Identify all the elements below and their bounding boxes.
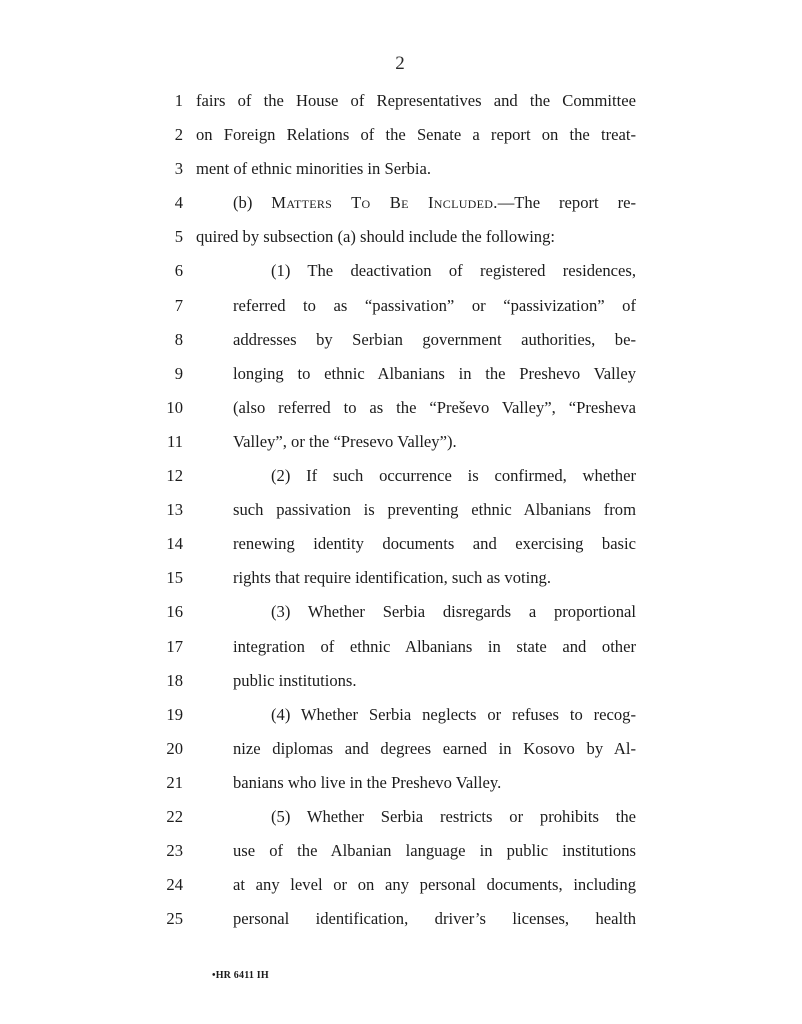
line-text: integration of ethnic Albanians in state and other bbox=[233, 636, 636, 656]
line-text: (5) Whether Serbia restricts or prohibits the bbox=[271, 806, 636, 826]
text-line bbox=[0, 118, 802, 152]
line-text: personal identification, driver’s licenses, health bbox=[233, 909, 636, 929]
line-number: 11 bbox=[167, 431, 183, 451]
line-number: 3 bbox=[174, 159, 183, 179]
text-line bbox=[0, 800, 802, 834]
text-line bbox=[0, 561, 802, 595]
text-line bbox=[0, 391, 802, 425]
text-line bbox=[0, 766, 802, 800]
line-text: renewing identity documents and exercising basic bbox=[233, 534, 636, 554]
line-text: on Foreign Relations of the Senate a report on the treat- bbox=[196, 125, 636, 145]
line-text: (4) Whether Serbia neglects or refuses to recog- bbox=[271, 704, 636, 724]
line-text: public institutions. bbox=[233, 670, 357, 690]
line-number: 8 bbox=[174, 329, 183, 349]
line-number: 24 bbox=[166, 875, 183, 895]
line-text: banians who live in the Preshevo Valley. bbox=[233, 772, 502, 792]
bill-text-body bbox=[0, 84, 802, 936]
bill-identifier-footer: •HR 6411 IH bbox=[212, 970, 269, 981]
line-text: (2) If such occurrence is confirmed, whether bbox=[271, 466, 636, 486]
line-number: 22 bbox=[166, 806, 183, 826]
line-text: at any level or on any personal documents, including bbox=[233, 875, 636, 895]
line-number: 23 bbox=[166, 841, 183, 861]
line-number: 20 bbox=[166, 738, 183, 758]
text-line bbox=[0, 459, 802, 493]
line-number: 4 bbox=[174, 193, 183, 213]
text-line bbox=[0, 698, 802, 732]
text-line bbox=[0, 186, 802, 220]
text-line bbox=[0, 732, 802, 766]
line-number: 21 bbox=[166, 772, 183, 792]
line-number: 6 bbox=[174, 261, 183, 281]
line-text: —The report re- bbox=[497, 193, 636, 213]
line-text: quired by subsection (a) should include the following: bbox=[196, 227, 556, 247]
line-text: ment of ethnic minorities in Serbia. bbox=[196, 159, 432, 179]
text-line bbox=[0, 289, 802, 323]
line-number: 9 bbox=[174, 363, 183, 383]
text-line bbox=[0, 664, 802, 698]
line-text: nize diplomas and degrees earned in Kosovo by Al- bbox=[233, 738, 636, 758]
line-text: addresses by Serbian government authorities, be- bbox=[233, 329, 636, 349]
line-number: 15 bbox=[166, 568, 183, 588]
text-line bbox=[0, 527, 802, 561]
line-text: (3) Whether Serbia disregards a proportional bbox=[271, 602, 636, 622]
text-line bbox=[0, 357, 802, 391]
line-text: (1) The deactivation of registered residences, bbox=[271, 261, 636, 281]
line-text: (also referred to as the “Preševo Valley”, “Presheva bbox=[233, 397, 636, 417]
text-line bbox=[0, 323, 802, 357]
text-line bbox=[0, 254, 802, 288]
subsection-heading: Matters To Be Included. bbox=[271, 193, 498, 213]
line-text: use of the Albanian language in public institutions bbox=[233, 841, 636, 861]
line-number: 25 bbox=[166, 909, 183, 929]
line-number: 14 bbox=[166, 534, 183, 554]
line-text: Valley”, or the “Presevo Valley”). bbox=[233, 431, 457, 451]
text-line bbox=[0, 868, 802, 902]
text-line bbox=[0, 425, 802, 459]
line-number: 5 bbox=[174, 227, 183, 247]
line-number: 16 bbox=[166, 602, 183, 622]
subsection-heading-line bbox=[233, 186, 636, 220]
text-line bbox=[0, 902, 802, 936]
line-number: 1 bbox=[174, 91, 183, 110]
line-text: such passivation is preventing ethnic Albanians from bbox=[233, 500, 636, 520]
page-number: 2 bbox=[395, 53, 405, 74]
line-text: referred to as “passivation” or “passivization” of bbox=[233, 295, 636, 315]
text-line bbox=[0, 630, 802, 664]
line-number: 17 bbox=[166, 636, 183, 656]
text-line bbox=[0, 152, 802, 186]
text-line bbox=[0, 493, 802, 527]
line-text: rights that require identification, such as voting. bbox=[233, 568, 551, 588]
line-number: 12 bbox=[166, 466, 183, 486]
line-number: 13 bbox=[166, 500, 183, 520]
line-number: 18 bbox=[166, 670, 183, 690]
text-line bbox=[0, 595, 802, 629]
line-number: 10 bbox=[166, 397, 183, 417]
text-line bbox=[0, 220, 802, 254]
line-text: longing to ethnic Albanians in the Preshevo Valley bbox=[233, 363, 636, 383]
subsection-label: (b) bbox=[233, 193, 272, 213]
line-number: 19 bbox=[166, 704, 183, 724]
line-number: 7 bbox=[174, 295, 183, 315]
text-line bbox=[0, 84, 802, 118]
line-number: 2 bbox=[174, 125, 183, 145]
line-text: fairs of the House of Representatives and the Committee bbox=[196, 91, 636, 110]
text-line bbox=[0, 834, 802, 868]
